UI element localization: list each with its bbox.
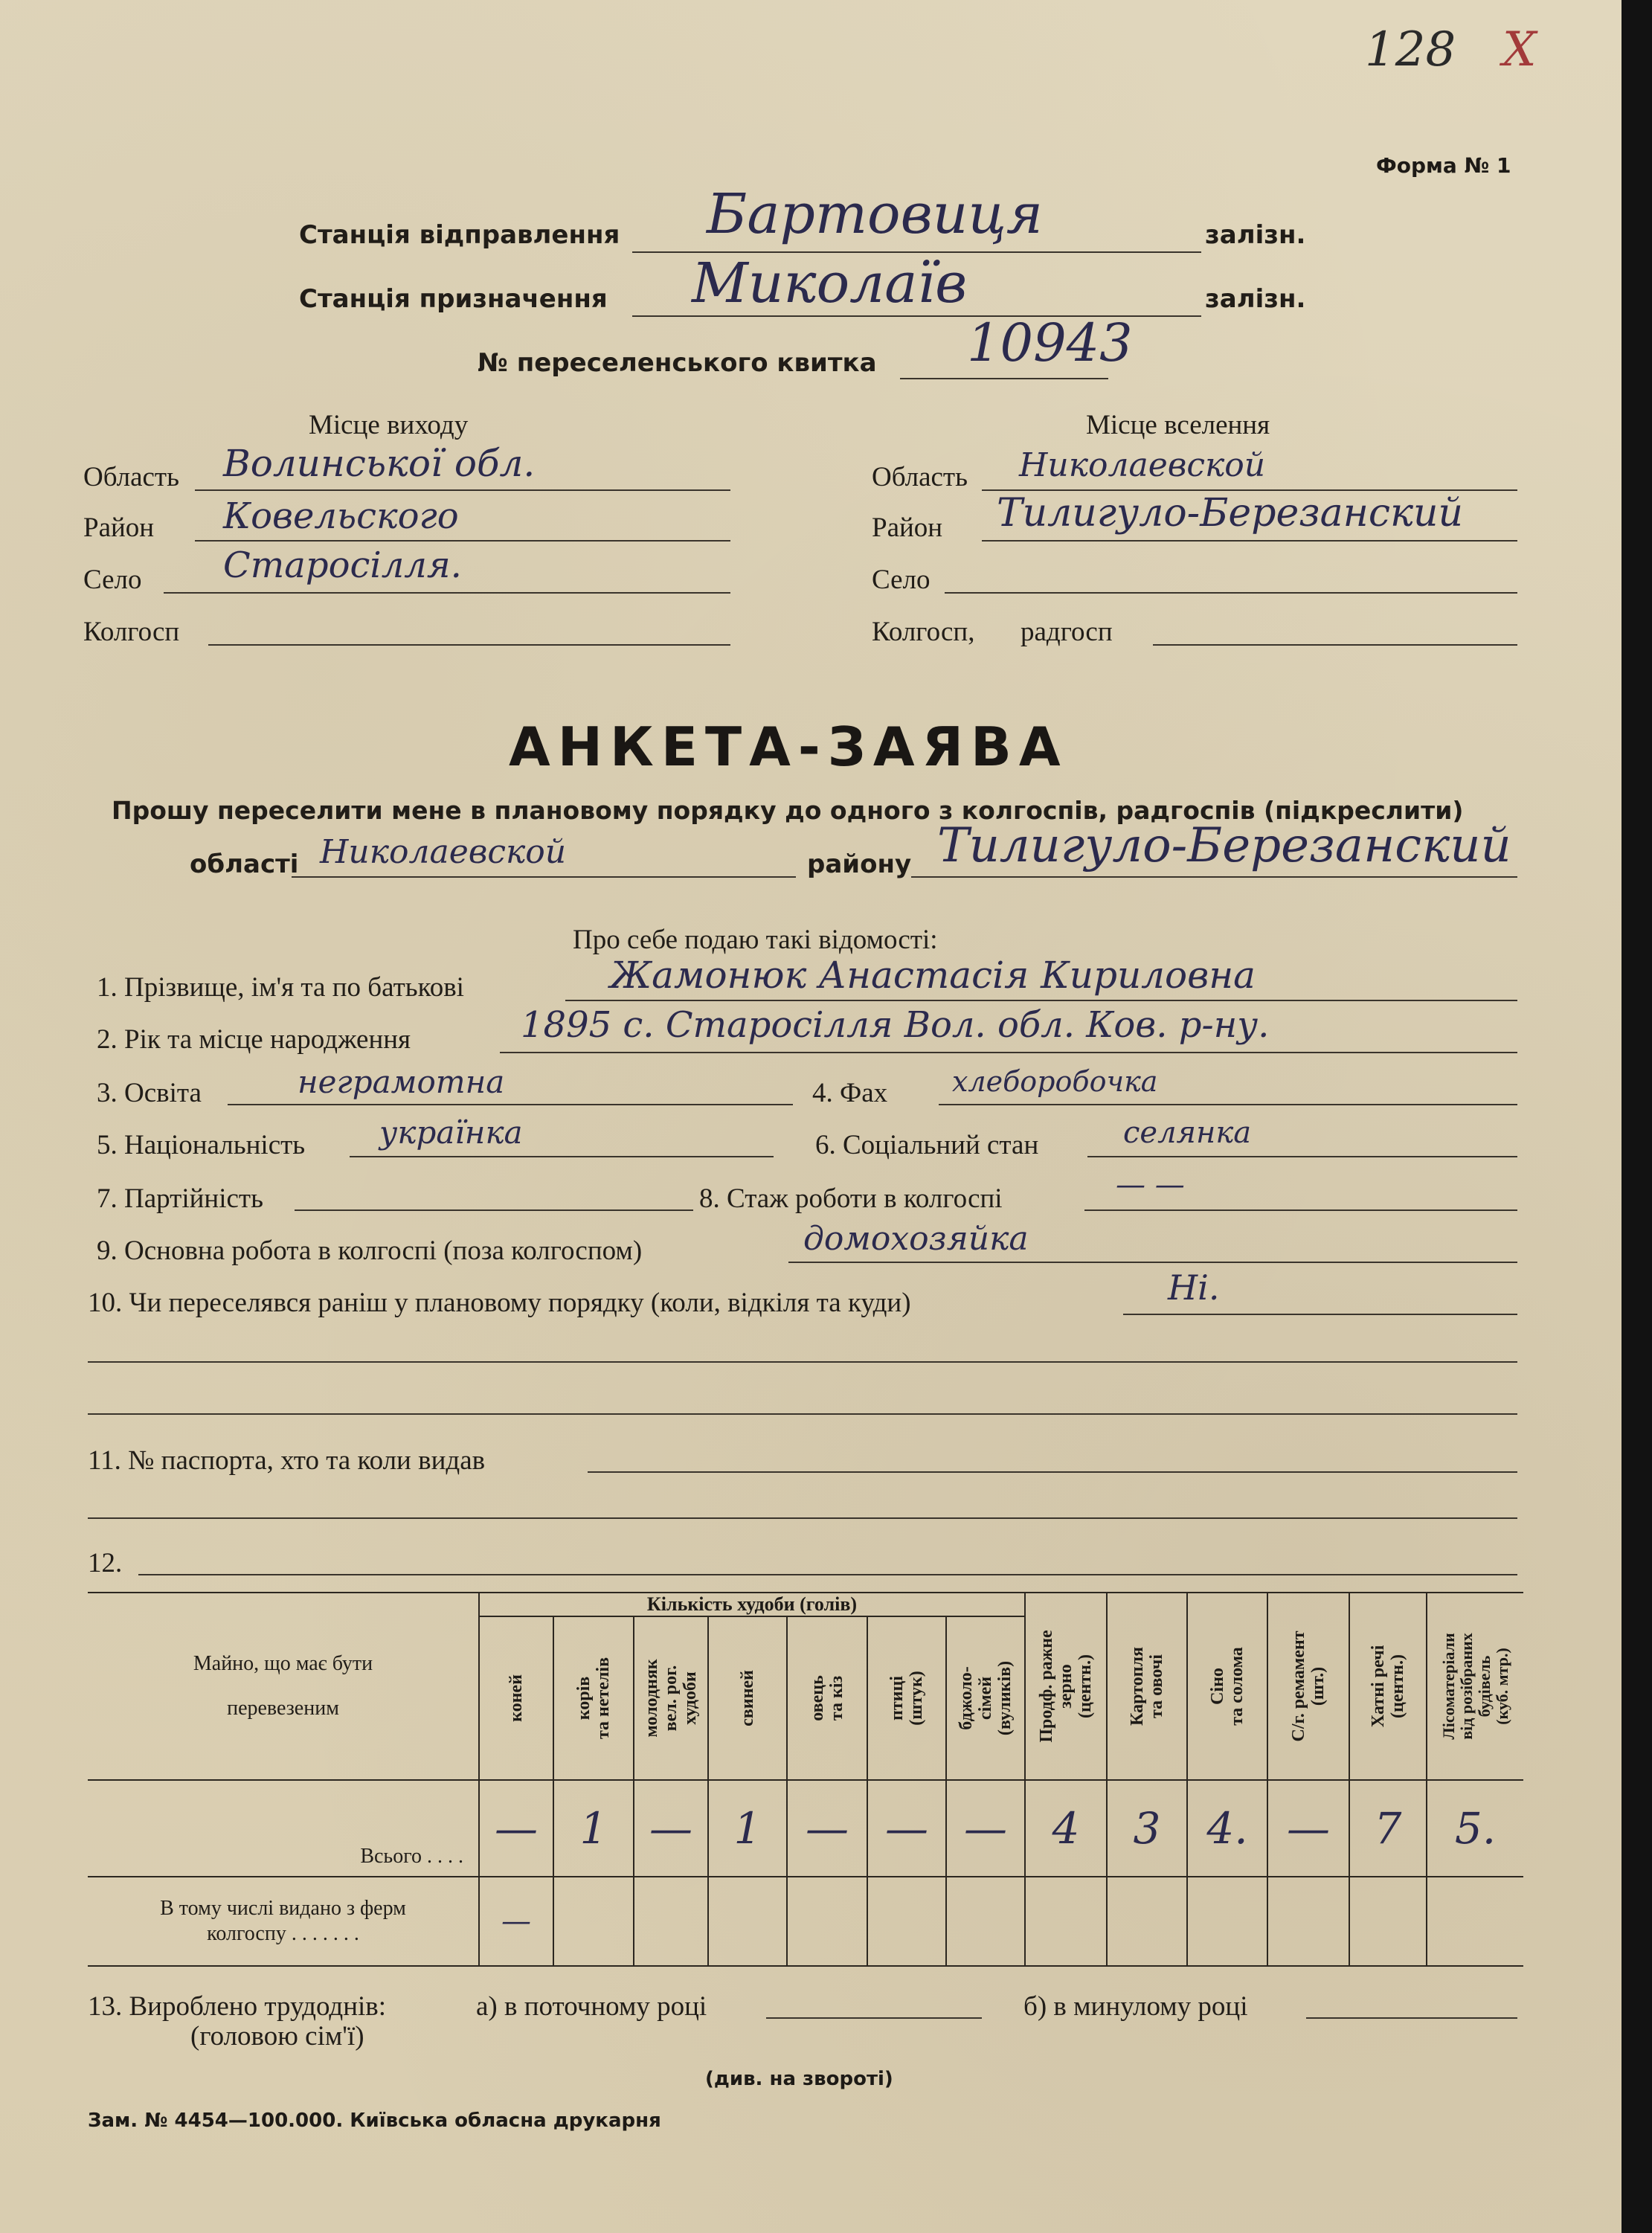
arrival-value: Миколаїв	[692, 251, 968, 315]
exit-oblast-value: Волинської обл.	[223, 442, 536, 485]
settle-oblast-label: Область	[872, 462, 968, 492]
field-10-extra-line-2	[88, 1413, 1517, 1415]
exit-kolhosp-label: Колгосп	[83, 617, 180, 647]
field-7-line	[295, 1209, 693, 1211]
arrival-rail: залізн.	[1205, 284, 1306, 314]
settle-selo-label: Село	[872, 565, 931, 595]
request-text: Прошу переселити мене в плановому порядку до одного з колгоспів, радгоспів (підкреслити)	[112, 796, 1464, 825]
exit-raion-value: Ковельского	[223, 495, 459, 537]
ticket-line	[900, 378, 1108, 379]
settle-raion-value: Тилигуло-Березанский	[997, 491, 1464, 536]
table-cell	[634, 1877, 708, 1966]
field-5-label: 5. Національність	[97, 1130, 306, 1160]
intro-text: Про себе подаю такі відомості:	[573, 925, 938, 955]
ticket-value: 10943	[967, 312, 1133, 373]
scan-edge	[1622, 0, 1652, 2233]
field-2-line	[500, 1052, 1517, 1053]
exit-kolhosp-line	[208, 644, 730, 646]
row-farm-label: В тому числі видано з ферм колгоспу . . . . . . .	[88, 1877, 479, 1966]
table-cell: 5.	[1427, 1780, 1523, 1877]
workdays-label: 13. Виробленo трудоднів:	[88, 1991, 387, 2022]
field-11-label: 11. № паспорта, хто та коли видав	[88, 1445, 486, 1476]
table-row-farm	[88, 1877, 1523, 1966]
field-10-extra-line-1	[88, 1361, 1517, 1363]
cattle-header-text: Кількість худоби (голів)	[646, 1593, 858, 1615]
request-raion-label: району	[807, 849, 912, 879]
row-total-label: Всього . . . .	[88, 1780, 479, 1877]
field-9-line	[788, 1262, 1517, 1263]
table-cell	[946, 1877, 1025, 1966]
field-4-label: 4. Фах	[812, 1078, 888, 1108]
table-cell	[708, 1877, 787, 1966]
table-cell: 7	[1349, 1780, 1427, 1877]
col-header-bees: бджоло- сімей (вуликів)	[946, 1616, 1025, 1780]
field-2-value: 1895 с. Старосілля Вол. обл. Ков. р-ну.	[521, 1004, 1270, 1046]
table-cell: —	[946, 1780, 1025, 1877]
table-cell	[867, 1877, 946, 1966]
col-header-horses: коней	[479, 1616, 553, 1780]
col-header-tools: С/г. ремамент (шт.)	[1267, 1593, 1349, 1780]
field-5-line	[350, 1156, 774, 1157]
table-cell: 3	[1107, 1780, 1187, 1877]
table-cell	[1267, 1877, 1349, 1966]
table-row-total	[88, 1780, 1523, 1877]
settle-kolhosp-label: Колгосп,	[872, 617, 975, 647]
workdays-current-label: а) в поточному році	[476, 1991, 707, 2022]
field-11-line	[588, 1471, 1517, 1473]
table-cell: —	[479, 1780, 553, 1877]
settle-raion-label: Район	[872, 513, 943, 543]
cattle-header	[479, 1593, 1025, 1616]
field-10-line	[1123, 1314, 1517, 1315]
field-3-label: 3. Освіта	[97, 1078, 202, 1108]
exit-oblast-line	[195, 489, 730, 491]
workdays-current-line	[766, 2017, 982, 2019]
field-6-line	[1087, 1156, 1517, 1157]
col-header-household: Хатні речі (центн.)	[1349, 1593, 1427, 1780]
form-number: Форма № 1	[1376, 153, 1511, 178]
see-back-note: (див. на звороті)	[705, 2068, 893, 2090]
col-header-pigs: свиней	[708, 1616, 787, 1780]
exit-raion-line	[195, 540, 730, 542]
request-oblast-value: Николаевской	[320, 833, 567, 871]
col-header-hay: Сіно та солома	[1187, 1593, 1267, 1780]
arrival-label: Станція призначення	[299, 284, 608, 314]
property-header	[88, 1593, 479, 1780]
field-11-extra-line	[88, 1517, 1517, 1519]
field-12-label: 12.	[88, 1548, 123, 1578]
settle-heading: Місце вселення	[1086, 410, 1270, 440]
field-10-label: 10. Чи переселявся раніш у плановому порядку (коли, відкіля та куди)	[88, 1288, 911, 1318]
departure-rail: залізн.	[1205, 220, 1306, 250]
field-8-value: — —	[1116, 1168, 1185, 1202]
field-6-label: 6. Соціальний стан	[815, 1130, 1039, 1160]
settle-kolhosp-line	[1153, 644, 1517, 646]
exit-heading: Місце виходу	[309, 410, 469, 440]
workdays-sub: (головою сім'ї)	[190, 2021, 364, 2052]
field-7-label: 7. Партійність	[97, 1183, 263, 1214]
field-2-label: 2. Рік та місце народження	[97, 1024, 411, 1055]
col-header-potatoes: Картопля та овочі	[1107, 1593, 1187, 1780]
request-raion-line	[911, 876, 1517, 878]
request-raion-value: Тилигуло-Березанский	[937, 818, 1511, 873]
col-header-sheep: овець та кіз	[787, 1616, 867, 1780]
table-cell: —	[479, 1877, 553, 1966]
table-cell: 1	[708, 1780, 787, 1877]
table-cell: —	[634, 1780, 708, 1877]
property-table	[88, 1592, 1523, 1967]
field-10-value: Ні.	[1168, 1267, 1220, 1308]
field-4-line	[939, 1104, 1517, 1105]
archive-number: 128	[1365, 22, 1456, 77]
field-1-value: Жамонюк Анастасія Кириловна	[610, 954, 1256, 997]
request-oblast-line	[292, 876, 796, 878]
exit-selo-value: Старосілля.	[223, 544, 462, 586]
table-cell: 4	[1025, 1780, 1107, 1877]
field-9-value: домохозяйка	[803, 1220, 1029, 1258]
exit-selo-label: Село	[83, 565, 142, 595]
field-4-value: хлеборобочка	[952, 1065, 1158, 1098]
ticket-label: № переселенського квитка	[478, 348, 877, 378]
col-header-young-cattle: молодняк вел. рог. худоби	[634, 1616, 708, 1780]
property-header-line-2: перевезеним	[227, 1697, 339, 1720]
table-cell: 4.	[1187, 1780, 1267, 1877]
table-cell	[553, 1877, 634, 1966]
archive-mark: X	[1502, 22, 1537, 77]
field-3-value: неграмотна	[298, 1064, 505, 1100]
col-header-cows: корів та нетелів	[553, 1616, 634, 1780]
exit-oblast-label: Область	[83, 462, 179, 492]
table-cell	[787, 1877, 867, 1966]
field-3-line	[228, 1104, 793, 1105]
property-header-line-1: Майно, що має бути	[193, 1652, 373, 1675]
col-header-poultry: птиці (штук)	[867, 1616, 946, 1780]
departure-value: Бартовиця	[707, 182, 1043, 246]
workdays-previous-line	[1306, 2017, 1517, 2019]
printer-note: Зам. № 4454—100.000. Київська обласна друкарня	[88, 2110, 661, 2132]
table-cell	[1025, 1877, 1107, 1966]
table-cell: —	[867, 1780, 946, 1877]
field-8-label: 8. Стаж роботи в колгоспі	[699, 1183, 1003, 1214]
field-6-value: селянка	[1123, 1116, 1252, 1150]
table-cell: —	[1267, 1780, 1349, 1877]
table-cell	[1349, 1877, 1427, 1966]
table-cell: 1	[553, 1780, 634, 1877]
settle-raion-line	[982, 540, 1517, 542]
field-9-label: 9. Основна робота в колгоспі (поза колгоспом)	[97, 1236, 643, 1266]
workdays-previous-label: б) в минулому році	[1023, 1991, 1248, 2022]
field-1-label: 1. Прізвище, ім'я та по батькові	[97, 972, 464, 1003]
form-title: АНКЕТА-ЗАЯВА	[509, 716, 1068, 778]
field-8-line	[1084, 1209, 1517, 1211]
field-12-line	[138, 1574, 1517, 1575]
table-cell	[1187, 1877, 1267, 1966]
exit-raion-label: Район	[83, 513, 155, 543]
departure-label: Станція відправлення	[299, 220, 620, 250]
settle-radhosp-label: радгосп	[1021, 617, 1113, 647]
col-header-timber: Лісоматеріали від розібраних будівель (куб. мтр.)	[1427, 1593, 1523, 1780]
field-1-line	[565, 1000, 1517, 1001]
col-header-grain: Продф. ражне зерно (центн.)	[1025, 1593, 1107, 1780]
exit-selo-line	[164, 592, 730, 594]
table-cell: —	[787, 1780, 867, 1877]
table-cell	[1427, 1877, 1523, 1966]
field-5-value: українка	[379, 1114, 523, 1151]
settle-selo-line	[945, 592, 1517, 594]
table-cell	[1107, 1877, 1187, 1966]
request-oblast-label: області	[190, 849, 299, 879]
settle-oblast-value: Николаевской	[1019, 446, 1266, 484]
table-header-row-1	[88, 1593, 1523, 1616]
